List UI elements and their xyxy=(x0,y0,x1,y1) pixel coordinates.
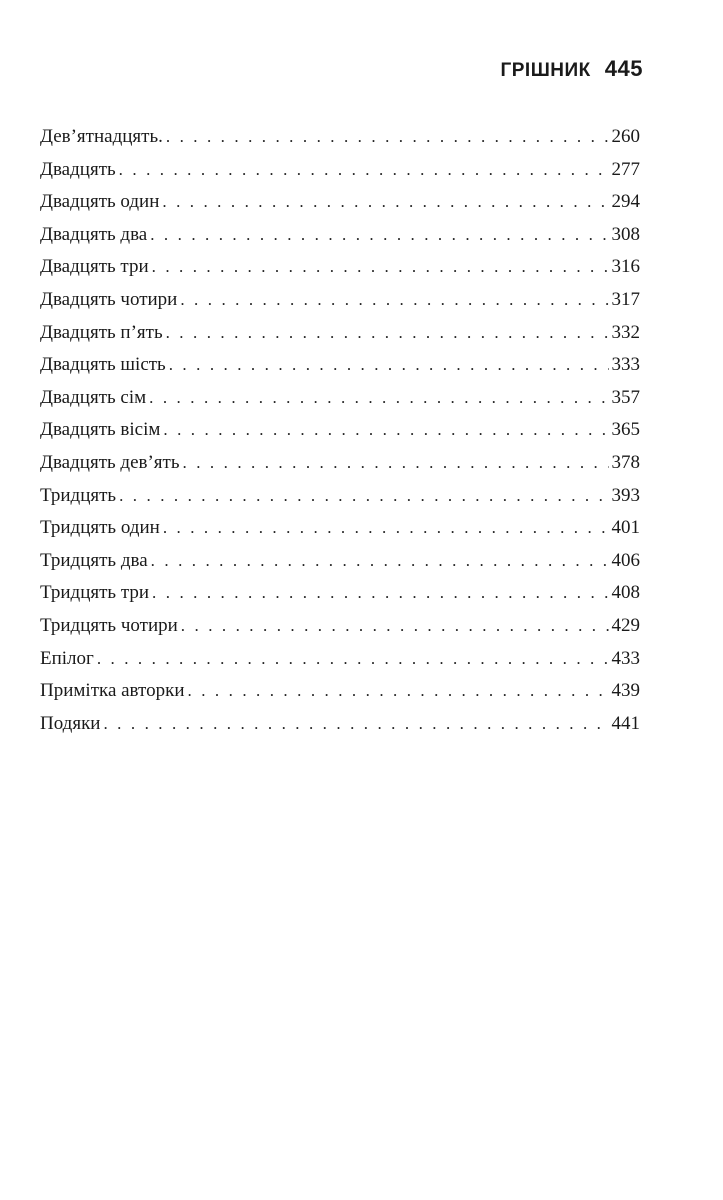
toc-entry-page: 357 xyxy=(611,386,640,408)
toc-entry xyxy=(40,615,640,648)
toc-entry-page: 441 xyxy=(611,712,640,734)
toc-entry-title: Тридцять один xyxy=(40,517,160,539)
toc-entry-page: 401 xyxy=(611,517,640,539)
toc-entry-page: 277 xyxy=(611,158,640,180)
toc-entry-title: Дев’ятнадцять. xyxy=(40,126,163,147)
toc-leader-dots xyxy=(152,583,608,603)
toc-entry-page: 408 xyxy=(611,582,640,604)
toc-entry-title: Примітка авторки xyxy=(40,680,185,702)
toc-entry-title: Двадцять чотири xyxy=(40,288,178,310)
book-title: ГРІШНИК xyxy=(500,60,591,81)
toc-leader-dots xyxy=(181,616,609,636)
toc-entry xyxy=(40,582,640,615)
toc-leader-dots xyxy=(163,420,608,440)
toc-entry-page: 393 xyxy=(611,484,640,506)
toc-leader-dots xyxy=(119,160,609,180)
table-of-contents xyxy=(40,126,640,745)
toc-entry xyxy=(40,224,640,257)
toc-entry xyxy=(40,354,640,387)
toc-leader-dots xyxy=(163,518,609,538)
toc-entry xyxy=(40,159,640,192)
toc-entry-page: 308 xyxy=(611,223,640,245)
toc-leader-dots xyxy=(166,127,609,147)
toc-entry-title: Двадцять сім xyxy=(40,386,147,408)
toc-entry-page: 439 xyxy=(611,680,640,702)
toc-entry-page: 378 xyxy=(611,451,640,473)
toc-entry xyxy=(40,191,640,224)
toc-entry-page: 332 xyxy=(611,321,640,343)
toc-leader-dots xyxy=(149,388,608,408)
toc-entry xyxy=(40,387,640,420)
toc-leader-dots xyxy=(183,453,609,473)
toc-leader-dots xyxy=(166,323,609,343)
toc-leader-dots xyxy=(169,355,609,375)
toc-entry xyxy=(40,322,640,355)
toc-leader-dots xyxy=(188,681,609,701)
running-header xyxy=(500,56,643,82)
toc-entry xyxy=(40,256,640,289)
toc-entry-page: 316 xyxy=(611,256,640,278)
toc-entry-title: Двадцять дев’ять xyxy=(40,451,180,473)
toc-leader-dots xyxy=(151,551,609,571)
toc-entry xyxy=(40,680,640,713)
toc-entry-title: Двадцять вісім xyxy=(40,419,161,441)
toc-entry-title: Двадцять два xyxy=(40,223,148,245)
toc-entry xyxy=(40,713,640,746)
toc-entry xyxy=(40,289,640,322)
toc-entry-title: Тридцять два xyxy=(40,549,148,571)
toc-leader-dots xyxy=(103,714,608,734)
toc-entry-page: 365 xyxy=(611,419,640,441)
toc-entry-title: Тридцять чотири xyxy=(40,614,178,636)
toc-entry-title: Подяки xyxy=(40,712,101,734)
toc-entry-page: 317 xyxy=(611,288,640,310)
toc-entry-title: Тридцять xyxy=(40,484,117,506)
toc-entry-page: 294 xyxy=(611,191,640,213)
toc-entry xyxy=(40,648,640,681)
toc-entry-title: Двадцять п’ять xyxy=(40,321,163,343)
toc-entry-title: Двадцять xyxy=(40,158,116,180)
toc-entry xyxy=(40,452,640,485)
toc-leader-dots xyxy=(97,649,609,669)
page-number: 445 xyxy=(604,56,643,81)
toc-leader-dots xyxy=(152,257,609,277)
toc-entry-title: Двадцять три xyxy=(40,256,149,278)
toc-leader-dots xyxy=(162,192,608,212)
toc-entry-title: Епілог xyxy=(40,647,94,669)
toc-entry-page: 429 xyxy=(611,614,640,636)
toc-leader-dots xyxy=(180,290,608,310)
toc-leader-dots xyxy=(150,225,608,245)
toc-entry-page: 433 xyxy=(611,647,640,669)
toc-entry xyxy=(40,517,640,550)
toc-entry-title: Тридцять три xyxy=(40,582,150,604)
toc-entry xyxy=(40,550,640,583)
toc-entry xyxy=(40,126,640,159)
toc-entry-page: 260 xyxy=(611,126,640,147)
toc-entry xyxy=(40,485,640,518)
toc-entry-page: 333 xyxy=(611,354,640,376)
toc-entry xyxy=(40,419,640,452)
toc-entry-title: Двадцять шість xyxy=(40,354,166,376)
toc-entry-page: 406 xyxy=(611,549,640,571)
toc-leader-dots xyxy=(119,486,608,506)
toc-entry-title: Двадцять один xyxy=(40,191,160,213)
